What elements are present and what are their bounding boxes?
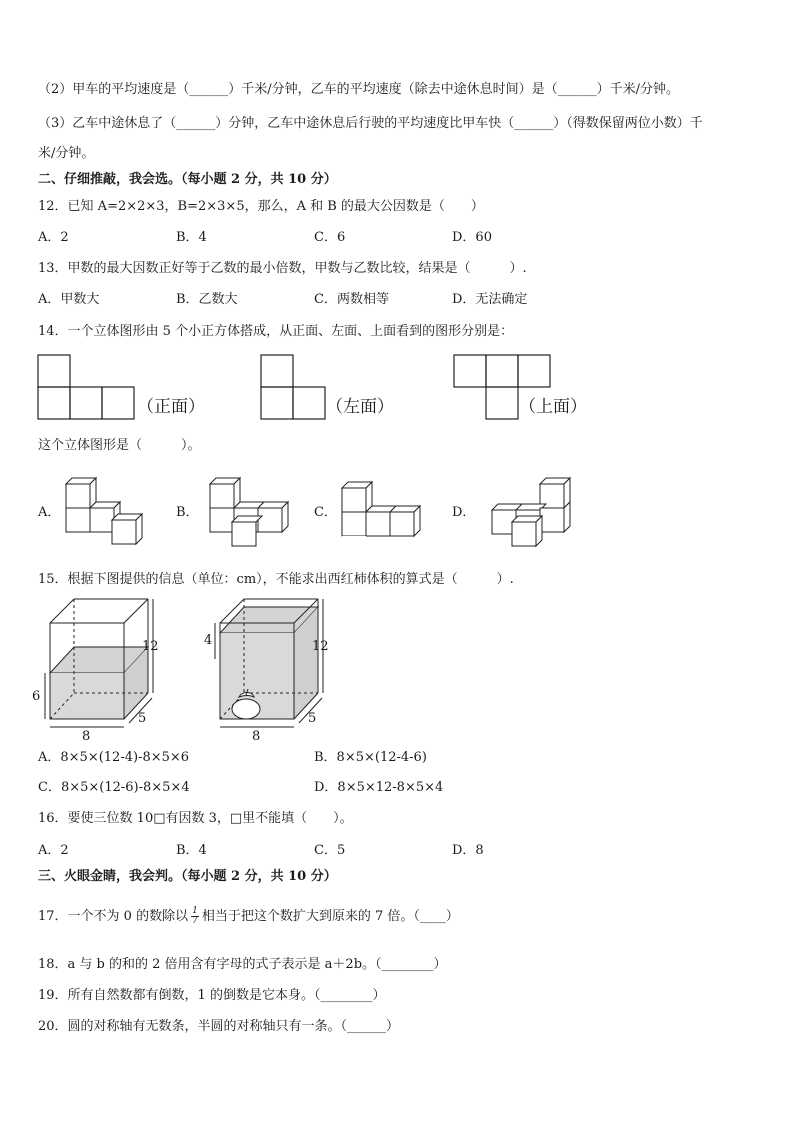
front-view-label: （正面） <box>137 397 205 417</box>
fraction-one-seventh <box>191 907 199 926</box>
q12-stem: 12．已知 A=2×2×3，B=2×3×5，那么，A 和 B 的最大公因数是（ ） <box>38 199 484 214</box>
q14-option-c-figure[interactable] <box>338 478 434 544</box>
q14-option-b-figure[interactable] <box>206 466 300 550</box>
q15-container-figure-1 <box>32 597 170 745</box>
q14-option-c[interactable]: C． <box>314 505 337 520</box>
q13-option-b[interactable]: B．乙数大 <box>176 292 238 307</box>
q16-option-d[interactable]: D．8 <box>452 843 484 858</box>
fig1-width-label: 5 <box>138 711 147 726</box>
q11-part2: （2）甲车的平均速度是（______）千米/分钟，乙车的平均速度（除去中途休息时间）是（______）千米/分钟。 <box>38 82 680 97</box>
q12-option-c[interactable]: C．6 <box>314 230 346 245</box>
q15-stem: 15．根据下图提供的信息（单位：cm），不能求出西红柿体积的算式是（ ）. <box>38 572 514 587</box>
fig2-width-label: 5 <box>308 711 317 726</box>
q14-stem: 14．一个立体图形由 5 个小正方体搭成，从正面、左面、上面看到的图形分别是： <box>38 324 514 339</box>
section2-heading: 二、仔细推敲，我会选。（每小题 2 分，共 10 分） <box>38 172 337 187</box>
q13-option-c[interactable]: C．两数相等 <box>314 292 389 307</box>
fig2-length-label: 8 <box>252 729 261 744</box>
q13-stem: 13．甲数的最大因数正好等于乙数的最小倍数，甲数与乙数比较，结果是（ ）. <box>38 261 527 276</box>
q15-container-figure-2 <box>206 597 340 745</box>
fig2-gap-label: 4 <box>204 633 213 648</box>
q12-option-a[interactable]: A．2 <box>38 230 69 245</box>
left-view-figure <box>260 354 328 422</box>
q14-question: 这个立体图形是（ ）。 <box>38 438 201 453</box>
q11-part3-line2: 米/分钟。 <box>38 146 95 161</box>
q16-option-c[interactable]: C．5 <box>314 843 346 858</box>
q16-option-b[interactable]: B．4 <box>176 843 207 858</box>
q14-option-a-figure[interactable] <box>62 474 156 548</box>
q18-statement: 18．a 与 b 的和的 2 倍用含有字母的式子表示是 a＋2b。（________） <box>38 957 447 972</box>
fig1-length-label: 8 <box>82 729 91 744</box>
section3-heading: 三、火眼金睛，我会判。（每小题 2 分，共 10 分） <box>38 869 337 884</box>
q13-option-a[interactable]: A．甲数大 <box>38 292 100 307</box>
q16-stem: 16．要使三位数 10□有因数 3，□里不能填（ ）。 <box>38 811 353 826</box>
front-view-figure <box>37 354 137 422</box>
fig2-height-label: 12 <box>312 639 329 654</box>
q15-option-c[interactable]: C．8×5×(12-6)-8×5×4 <box>38 780 190 795</box>
q20-statement: 20．圆的对称轴有无数条，半圆的对称轴只有一条。（______） <box>38 1019 400 1034</box>
q12-option-d[interactable]: D．60 <box>452 230 492 245</box>
fraction-denominator: 7 <box>192 916 198 926</box>
q14-option-d[interactable]: D． <box>452 505 476 520</box>
q15-option-d[interactable]: D．8×5×12-8×5×4 <box>314 780 444 795</box>
q19-statement: 19．所有自然数都有倒数，1 的倒数是它本身。（________） <box>38 988 386 1003</box>
q12-option-b[interactable]: B．4 <box>176 230 207 245</box>
q11-part3-line1: （3）乙车中途休息了（______）分钟，乙车中途休息后行驶的平均速度比甲车快（______）（得数保留两位小数）千 <box>38 116 703 131</box>
q15-option-b[interactable]: B．8×5×(12-4-6) <box>314 750 427 765</box>
q15-option-a[interactable]: A．8×5×(12-4)-8×5×6 <box>38 750 190 765</box>
top-view-label: （上面） <box>519 397 587 417</box>
q14-option-b[interactable]: B． <box>176 505 199 520</box>
q17-statement <box>38 907 459 927</box>
fraction-numerator: 1 <box>192 906 198 916</box>
fig1-height-label: 12 <box>142 639 159 654</box>
q13-option-d[interactable]: D．无法确定 <box>452 292 528 307</box>
q17-text-before: 17．一个不为 0 的数除以 <box>38 909 189 924</box>
q14-option-d-figure[interactable] <box>486 474 582 550</box>
fig1-water-height-label: 6 <box>32 689 41 704</box>
q17-text-after: 相当于把这个数扩大到原来的 7 倍。（____） <box>201 909 459 924</box>
q16-option-a[interactable]: A．2 <box>38 843 69 858</box>
left-view-label: （左面） <box>326 397 394 417</box>
q14-option-a[interactable]: A． <box>38 505 61 520</box>
